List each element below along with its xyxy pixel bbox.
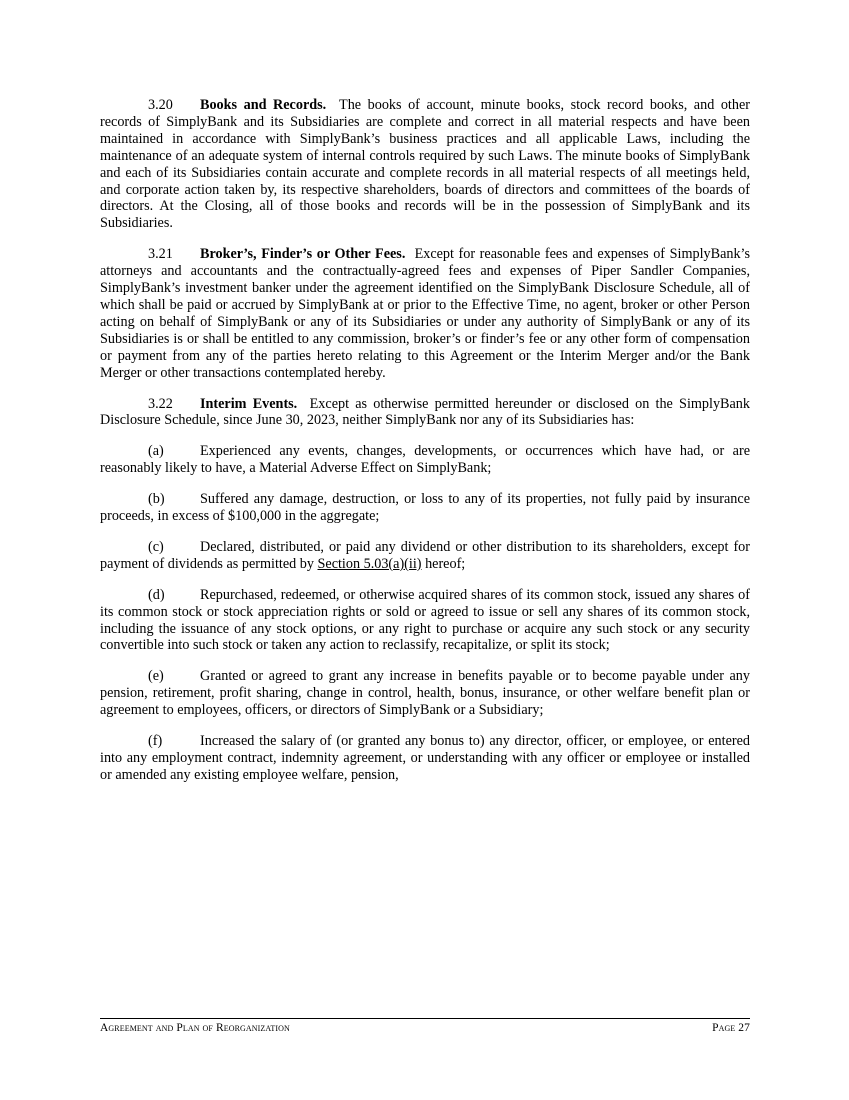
item-label: (a) <box>148 443 164 460</box>
item-text: Increased the salary of (or granted any bonus to) any director, officer, or employee, or entered into any employment contract, indemnity agreement, or understanding with any officer or employee or installed or amended any existing employee welfare, pension, <box>100 733 750 783</box>
item-text: Repurchased, redeemed, or otherwise acquired shares of its common stock, issued any shares of its common stock or stock appreciation rights or sold or agreed to issue or sell any shares of its common stock, including the issuance of any stock options, or any right to purchase or acquire any such stock or any security convertible into such stock or taken any action to reclassify, recapitalize, or split its stock; <box>100 586 750 654</box>
section-title: Broker’s, Finder’s or Other Fees. <box>200 246 406 263</box>
list-item-c <box>100 539 750 573</box>
list-item-a <box>100 443 750 477</box>
page-footer <box>100 1018 750 1034</box>
item-label: (f) <box>148 733 163 750</box>
item-text: Granted or agreed to grant any increase in benefits payable or to become payable under any pension, retirement, profit sharing, change in control, health, bonus, insurance, or other welfare benefit plan or agreement to employees, officers, or directors of SimplyBank or a Subsidiary; <box>100 668 750 719</box>
list-item-b <box>100 491 750 525</box>
footer-page-number: Page 27 <box>712 1022 750 1034</box>
section-3-21 <box>100 246 750 381</box>
section-number: 3.21 <box>148 246 173 263</box>
section-number: 3.20 <box>148 97 173 113</box>
section-3-20 <box>100 97 750 232</box>
section-reference-link[interactable]: Section 5.03(a)(ii) <box>317 555 422 572</box>
section-number: 3.22 <box>148 395 173 412</box>
list-item-d <box>100 587 750 655</box>
item-label: (e) <box>148 668 164 685</box>
list-item-f <box>100 733 750 784</box>
item-label: (b) <box>148 491 165 508</box>
item-label: (c) <box>148 538 164 555</box>
item-label: (d) <box>148 586 165 603</box>
section-title: Books and Records. <box>200 97 327 113</box>
item-text: Experienced any events, changes, developments, or occurrences which have had, or are reasonably likely to have, a Material Adverse Effect on SimplyBank; <box>100 443 750 477</box>
item-text: Suffered any damage, destruction, or loss to any of its properties, not fully paid by insurance proceeds, in excess of $100,000 in the aggregate; <box>100 491 750 525</box>
section-text: Except as otherwise permitted hereunder or disclosed on the SimplyBank Disclosure Schedule, since June 30, 2023, neither SimplyBank nor any of its Subsidiaries has: <box>100 395 750 429</box>
list-item-e <box>100 668 750 719</box>
section-text: The books of account, minute books, stock record books, and other records of SimplyBank and its Subsidiaries are complete and correct in all material respects and have been maintained in accordance with SimplyBank’s business practices and all applicable Laws, including the maintenance of an adequate system of internal controls required by such Laws. The minute books of SimplyBank and each of its Subsidiaries contain accurate and complete records in all material respects of all meetings held, and corporate action taken by, its respective shareholders, boards of directors and committees of the boards of directors. At the Closing, all of those books and records will be in the possession of SimplyBank and its Subsidiaries. <box>100 97 750 232</box>
footer-document-title: Agreement and Plan of Reorganization <box>100 1022 290 1034</box>
document-body <box>100 97 750 798</box>
section-text: Except for reasonable fees and expenses of SimplyBank’s attorneys and accountants and the contractually-agreed fees and expenses of Piper Sandler Companies, SimplyBank’s investment banker under the agreement identified on the SimplyBank Disclosure Schedule, all of which shall be paid or accrued by SimplyBank at or prior to the Effective Time, no agent, broker or other Person acting on behalf of SimplyBank or any of its Subsidiaries or under any authority of SimplyBank or any of its Subsidiaries is or shall be entitled to any commission, broker’s or finder’s fee or any other form of compensation or payment from any of the parties hereto relating to this Agreement or the Interim Merger and/or the Bank Merger or other transactions contemplated hereby. <box>100 246 751 381</box>
item-text-tail: hereof; <box>425 555 466 572</box>
section-3-22 <box>100 396 750 430</box>
section-title: Interim Events. <box>200 395 298 412</box>
item-text: Declared, distributed, or paid any dividend or other distribution to its shareholders, except for payment of dividends as permitted by <box>100 538 750 572</box>
